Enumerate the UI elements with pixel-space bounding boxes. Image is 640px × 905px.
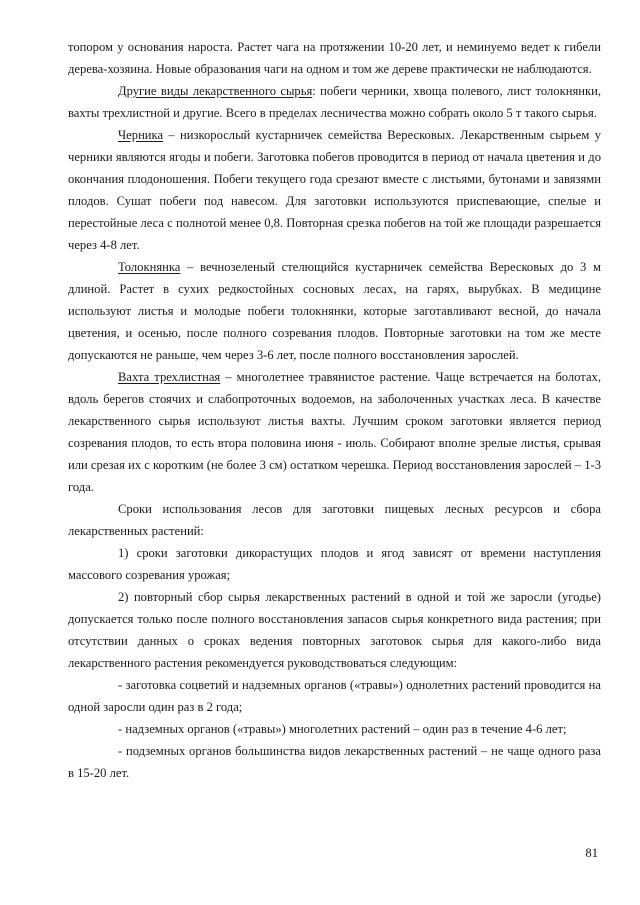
list-item-2 xyxy=(68,586,601,674)
paragraph-text: : побеги черники, хвоща полевого, лист толокнянки, вахты трехлистной и другие. Всего в пределах лесничества можно собрать около 5 т такого сырья. xyxy=(68,84,601,120)
paragraph-text: - подземных органов большинства видов лекарственных растений – не чаще одного раза в 15-20 лет. xyxy=(68,744,601,780)
paragraph-text: 2) повторный сбор сырья лекарственных растений в одной и той же заросли (угодье) допускается только после полного восстановления запасов сырья конкретного вида растения; при отсутствии данных о сроках ведения повторных заготовок сырья для какого-либо вида лекарственного растения рекомендуется руководствоваться следующим: xyxy=(68,590,601,670)
dash-item-underground xyxy=(68,740,601,784)
paragraph-text: – низкорослый кустарничек семейства Вересковых. Лекарственным сырьем у черники являются ягоды и побеги. Заготовка побегов проводится в период от начала цветения и до окончания плодоношения. Побеги текущего года срезают вместе с листьями, бутонами и завязями плодов. Сушат побеги под навесом. Для заготовки используются приспевающие, спелые и перестойные леса с полнотой менее 0,8. Повторная срезка побегов на той же площади разрешается через 4-8 лет. xyxy=(68,128,601,252)
paragraph-continuation xyxy=(68,36,601,80)
paragraph-text: Сроки использования лесов для заготовки пищевых лесных ресурсов и сбора лекарственных растений: xyxy=(68,502,601,538)
page-number: 81 xyxy=(585,846,598,860)
paragraph-text: - надземных органов («травы») многолетних растений – один раз в течение 4-6 лет; xyxy=(118,722,567,736)
paragraph-bilberry xyxy=(68,124,601,256)
paragraph-text: – вечнозеленый стелющийся кустарничек семейства Вересковых до 3 м длиной. Растет в сухих редкостойных сосновых лесах, на гарях, вырубках. В медицине используют листья и молодые побеги толокнянки, которые заготавливают весной, до начала цветения, и осенью, после полного созревания плодов. Повторные заготовки на том же месте допускаются не раньше, чем через 3-6 лет, после полного восстановления зарослей. xyxy=(68,260,601,362)
paragraph-lead: Другие виды лекарственного сырья xyxy=(118,84,313,98)
paragraph-bogbean xyxy=(68,366,601,498)
dash-item-annual xyxy=(68,674,601,718)
paragraph-text: – многолетнее травянистое растение. Чаще встречается на болотах, вдоль берегов стоячих и слабопроточных водоемов, на заболоченных участках леса. В качестве лекарственного сырья используют листья вахты. Лучшим сроком заготовки является период созревания плодов, то есть втора половина июня - июль. Собирают вполне зрелые листья, срывая или срезая их с коротким (не более 3 см) остатком черешка. Период восстановления зарослей – 1-3 года. xyxy=(68,370,601,494)
paragraph-text: топором у основания нароста. Растет чага на протяжении 10-20 лет, и неминуемо ведет к гибели дерева-хозяина. Новые образования чаги на одном и том же дереве практически не наблюдаются. xyxy=(68,40,601,76)
paragraph-lead: Черника xyxy=(118,128,164,142)
paragraph-text: 1) сроки заготовки дикорастущих плодов и ягод зависят от времени наступления массового созревания урожая; xyxy=(68,546,601,582)
paragraph-text: - заготовка соцветий и надземных органов («травы») однолетних растений проводится на одной заросли один раз в 2 года; xyxy=(68,678,601,714)
paragraph-lead: Вахта трехлистная xyxy=(118,370,221,384)
dash-item-perennial xyxy=(68,718,601,740)
document-body xyxy=(68,36,601,784)
paragraph-lead: Толокнянка xyxy=(118,260,181,274)
paragraph-other-raw-materials xyxy=(68,80,601,124)
paragraph-terms-intro xyxy=(68,498,601,542)
list-item-1 xyxy=(68,542,601,586)
paragraph-bearberry xyxy=(68,256,601,366)
